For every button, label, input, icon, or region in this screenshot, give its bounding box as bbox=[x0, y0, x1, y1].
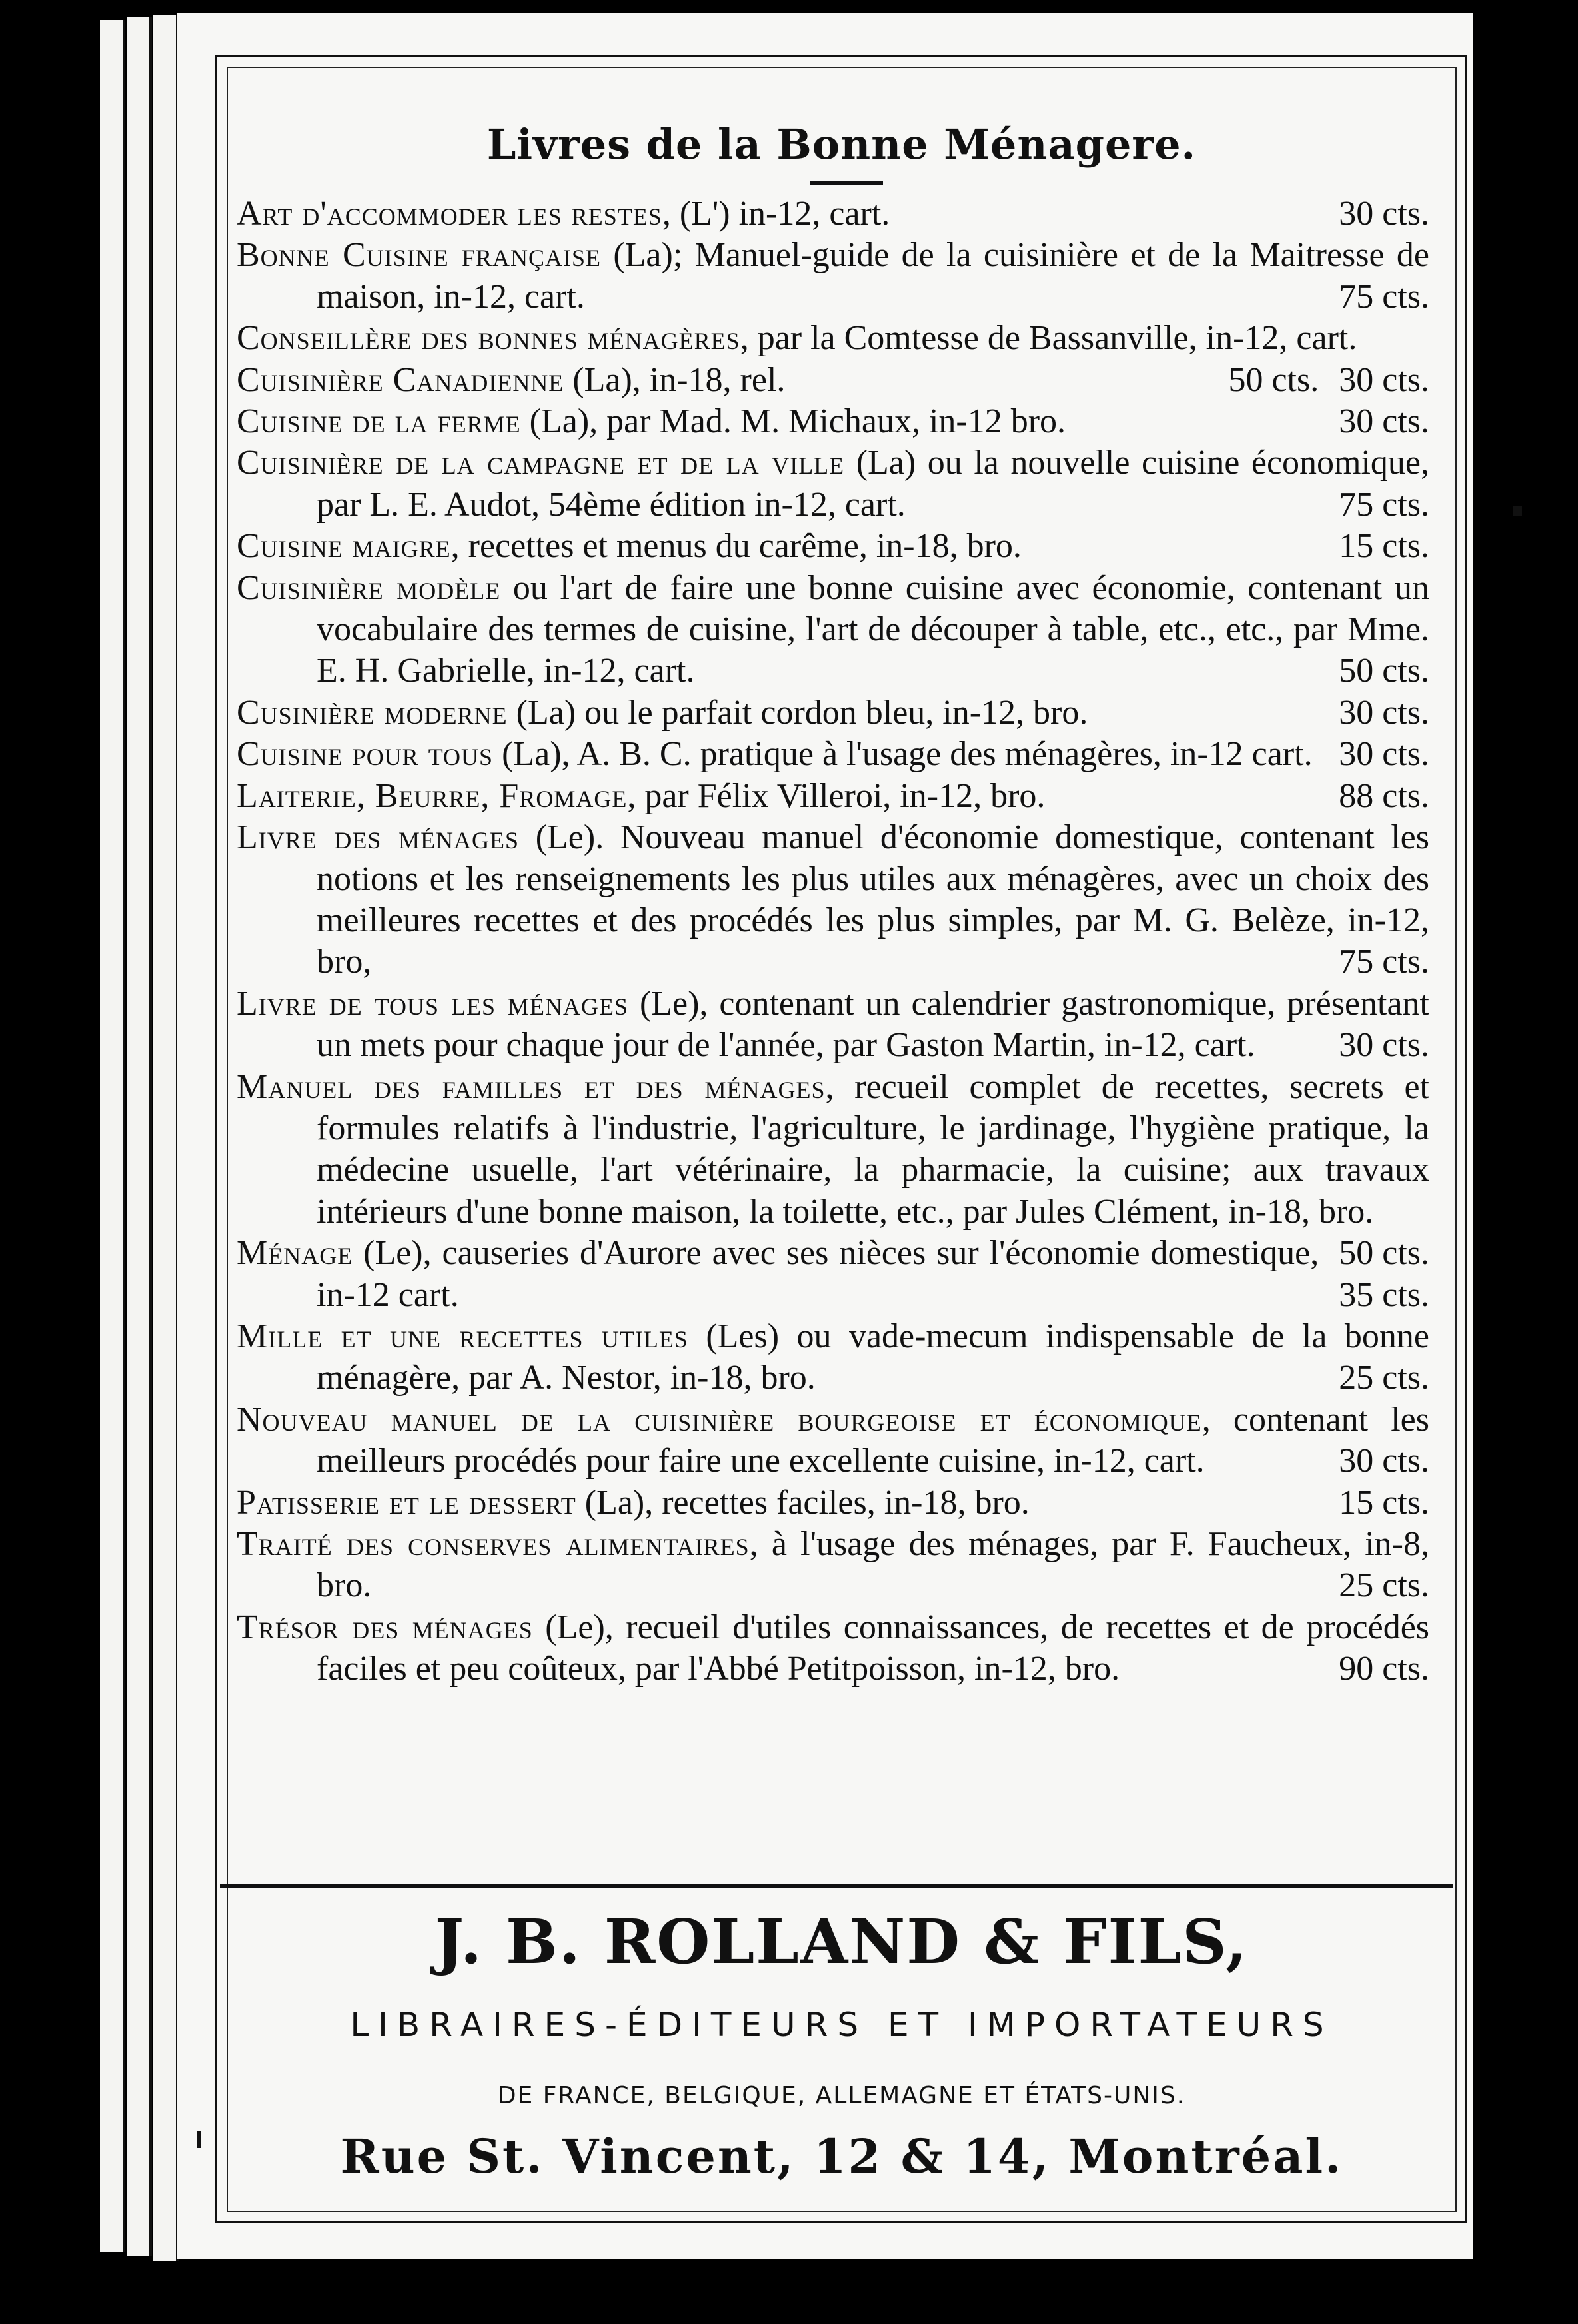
book-title: Conseillère des bonnes ménagères bbox=[237, 319, 740, 358]
book-entry bbox=[237, 983, 1429, 1067]
book-entry bbox=[237, 193, 1429, 235]
book-price: 30 cts. bbox=[1339, 402, 1429, 441]
page-edge bbox=[153, 15, 179, 2261]
book-price: 75 cts. bbox=[1339, 277, 1429, 316]
book-description: , (L') in-12, cart. bbox=[662, 195, 890, 233]
book-entry bbox=[237, 442, 1429, 526]
book-description: (Le), recueil d'utiles connaissances, de recettes et de procédés faciles et peu coûteux, par l'Abbé Petitpoisson, in-12, bro. bbox=[317, 1608, 1430, 1688]
book-description: , par Félix Villeroi, in-12, bro. bbox=[627, 776, 1046, 815]
book-entry bbox=[237, 734, 1429, 775]
publisher-countries: DE FRANCE, BELGIQUE, ALLEMAGNE ET ÉTATS-UNIS. bbox=[497, 2082, 1186, 2109]
book-description: (La), in-18, rel. bbox=[564, 360, 786, 399]
book-price: 75 cts. bbox=[1339, 943, 1429, 981]
book-entry bbox=[237, 1067, 1429, 1273]
publisher-name: J. B. ROLLAND & FILS, bbox=[434, 1906, 1249, 1978]
book-price: 15 cts. bbox=[1339, 1483, 1429, 1522]
scan-mark bbox=[1513, 506, 1522, 516]
book-price: 90 cts. bbox=[1339, 1650, 1429, 1688]
book-description: (Le), causeries d'Aurore avec ses nièces sur l'économie domestique, in-12 cart. bbox=[317, 1234, 1319, 1314]
book-description: , à l'usage des ménages, par F. Faucheux, in-8, bro. bbox=[317, 1525, 1429, 1605]
book-description: , par la Comtesse de Bassanville, in-12, cart. bbox=[740, 319, 1357, 358]
book-price: 25 cts. bbox=[1339, 1566, 1429, 1605]
publisher-address: Rue St. Vincent, 12 & 14, Montréal. bbox=[340, 2129, 1343, 2184]
book-title: Livre des ménages bbox=[237, 818, 520, 857]
book-price: 50 cts. bbox=[1339, 1234, 1429, 1273]
book-title: Cuisine maigre bbox=[237, 527, 451, 566]
book-description: ou l'art de faire une bonne cuisine avec économie, contenant un vocabulaire des termes de cuisine, l'art de découper à table, etc., etc., par Mme. E. H. Gabrielle, in-12, cart. bbox=[317, 568, 1429, 690]
publisher-subtitle: LIBRAIRES-ÉDITEURS ET IMPORTATEURS bbox=[350, 2006, 1333, 2044]
title-rule bbox=[810, 181, 883, 185]
book-price: 30 cts. bbox=[1339, 693, 1429, 732]
scan-mark bbox=[197, 2131, 201, 2148]
book-title: Livre de tous les ménages bbox=[237, 984, 628, 1023]
book-description: (La), recettes faciles, in-18, bro. bbox=[576, 1483, 1030, 1522]
book-entry bbox=[237, 817, 1429, 983]
book-description: , recueil complet de recettes, secrets et formules relatifs à l'industrie, l'agriculture, le jardinage, l'hygiène pratique, la médecine usuelle, l'art vétérinaire, la pharmacie, la cuisine; aux travaux intérieurs d'une bonne maison, la toilette, etc., par Jules Clément, in-18, bro. bbox=[317, 1067, 1429, 1231]
book-title: Mille et une recettes utiles bbox=[237, 1317, 688, 1355]
book-entry bbox=[237, 1524, 1429, 1607]
book-entry bbox=[237, 1399, 1429, 1482]
book-list bbox=[237, 193, 1429, 1690]
book-description: , contenant les meilleurs procédés pour faire une excellente cuisine, in-12, cart. bbox=[317, 1400, 1429, 1480]
book-title: Traité des conserves alimentaires bbox=[237, 1525, 750, 1563]
page-edge bbox=[100, 20, 125, 2252]
book-title: Cuisinière Canadienne bbox=[237, 360, 564, 399]
book-entry bbox=[237, 568, 1429, 692]
book-description: (La); Manuel-guide de la cuisinière et de la Maitresse de maison, in-12, cart. bbox=[317, 236, 1430, 316]
book-title: Cusinière moderne bbox=[237, 693, 508, 732]
book-price: 35 cts. bbox=[1339, 1275, 1429, 1314]
book-title: Patisserie et le dessert bbox=[237, 1483, 576, 1522]
book-price: 75 cts. bbox=[1339, 485, 1429, 524]
book-entry bbox=[237, 776, 1429, 817]
book-description: (Le), contenant un calendrier gastronomique, présentant un mets pour chaque jour de l'année, par Gaston Martin, in-12, cart. bbox=[317, 984, 1429, 1065]
book-entry bbox=[237, 526, 1429, 567]
book-title: Cuisine pour tous bbox=[237, 735, 494, 774]
book-price: 30 cts. bbox=[1339, 1026, 1429, 1065]
page-edge bbox=[127, 17, 152, 2256]
section-divider bbox=[220, 1884, 1453, 1888]
book-price: 50 cts. bbox=[1339, 652, 1429, 690]
book-title: Cuisinière modèle bbox=[237, 568, 501, 607]
book-entry bbox=[237, 1607, 1429, 1690]
book-description: (Le). Nouveau manuel d'économie domestique, contenant les notions et les renseignements les plus utiles aux ménagères, avec un choix des meilleures recettes et des procédés les plus simples, par M. G. Belèze, in-12, bro, bbox=[317, 818, 1429, 981]
book-entry bbox=[237, 1482, 1429, 1524]
book-price: 88 cts. bbox=[1339, 776, 1429, 815]
book-title: Art d'accommoder les restes bbox=[237, 195, 662, 233]
book-entry bbox=[237, 401, 1429, 442]
book-description: (La), par Mad. M. Michaux, in-12 bro. bbox=[520, 402, 1066, 441]
book-title: Cuisine de la ferme bbox=[237, 402, 521, 441]
book-entry bbox=[237, 1233, 1429, 1316]
book-price: 50 cts. bbox=[1228, 360, 1319, 399]
book-title: Manuel des familles et des ménages bbox=[237, 1067, 826, 1106]
book-description: , recettes et menus du carême, in-18, bro. bbox=[450, 527, 1022, 566]
book-price: 25 cts. bbox=[1339, 1359, 1429, 1397]
book-price: 30 cts. bbox=[1339, 360, 1429, 399]
book-description: (La) ou la nouvelle cuisine économique, par L. E. Audot, 54ème édition in-12, cart. bbox=[317, 444, 1429, 524]
book-title: Laiterie, Beurre, Fromage bbox=[237, 776, 628, 815]
book-title: Bonne Cuisine française bbox=[237, 236, 602, 275]
book-price: 15 cts. bbox=[1339, 527, 1429, 566]
book-description: (Les) ou vade-mecum indispensable de la bonne ménagère, par A. Nestor, in-18, bro. bbox=[317, 1317, 1429, 1397]
book-price: 30 cts. bbox=[1339, 195, 1429, 233]
book-entry bbox=[237, 360, 1429, 401]
book-description: (La), A. B. C. pratique à l'usage des ménagères, in-12 cart. bbox=[493, 735, 1313, 774]
book-price: 30 cts. bbox=[1339, 735, 1429, 774]
book-description: (La) ou le parfait cordon bleu, in-12, bro. bbox=[507, 693, 1088, 732]
book-title: Cuisinière de la campagne et de la ville bbox=[237, 444, 845, 482]
book-title: Nouveau manuel de la cuisinière bourgeoise et économique bbox=[237, 1400, 1202, 1439]
book-title: Ménage bbox=[237, 1234, 353, 1273]
book-price: 30 cts. bbox=[1339, 1442, 1429, 1480]
book-entry bbox=[237, 1316, 1429, 1399]
page-title: Livres de la Bonne Ménagere. bbox=[486, 120, 1197, 169]
book-title: Trésor des ménages bbox=[237, 1608, 533, 1646]
book-entry bbox=[237, 692, 1429, 734]
book-entry bbox=[237, 235, 1429, 318]
